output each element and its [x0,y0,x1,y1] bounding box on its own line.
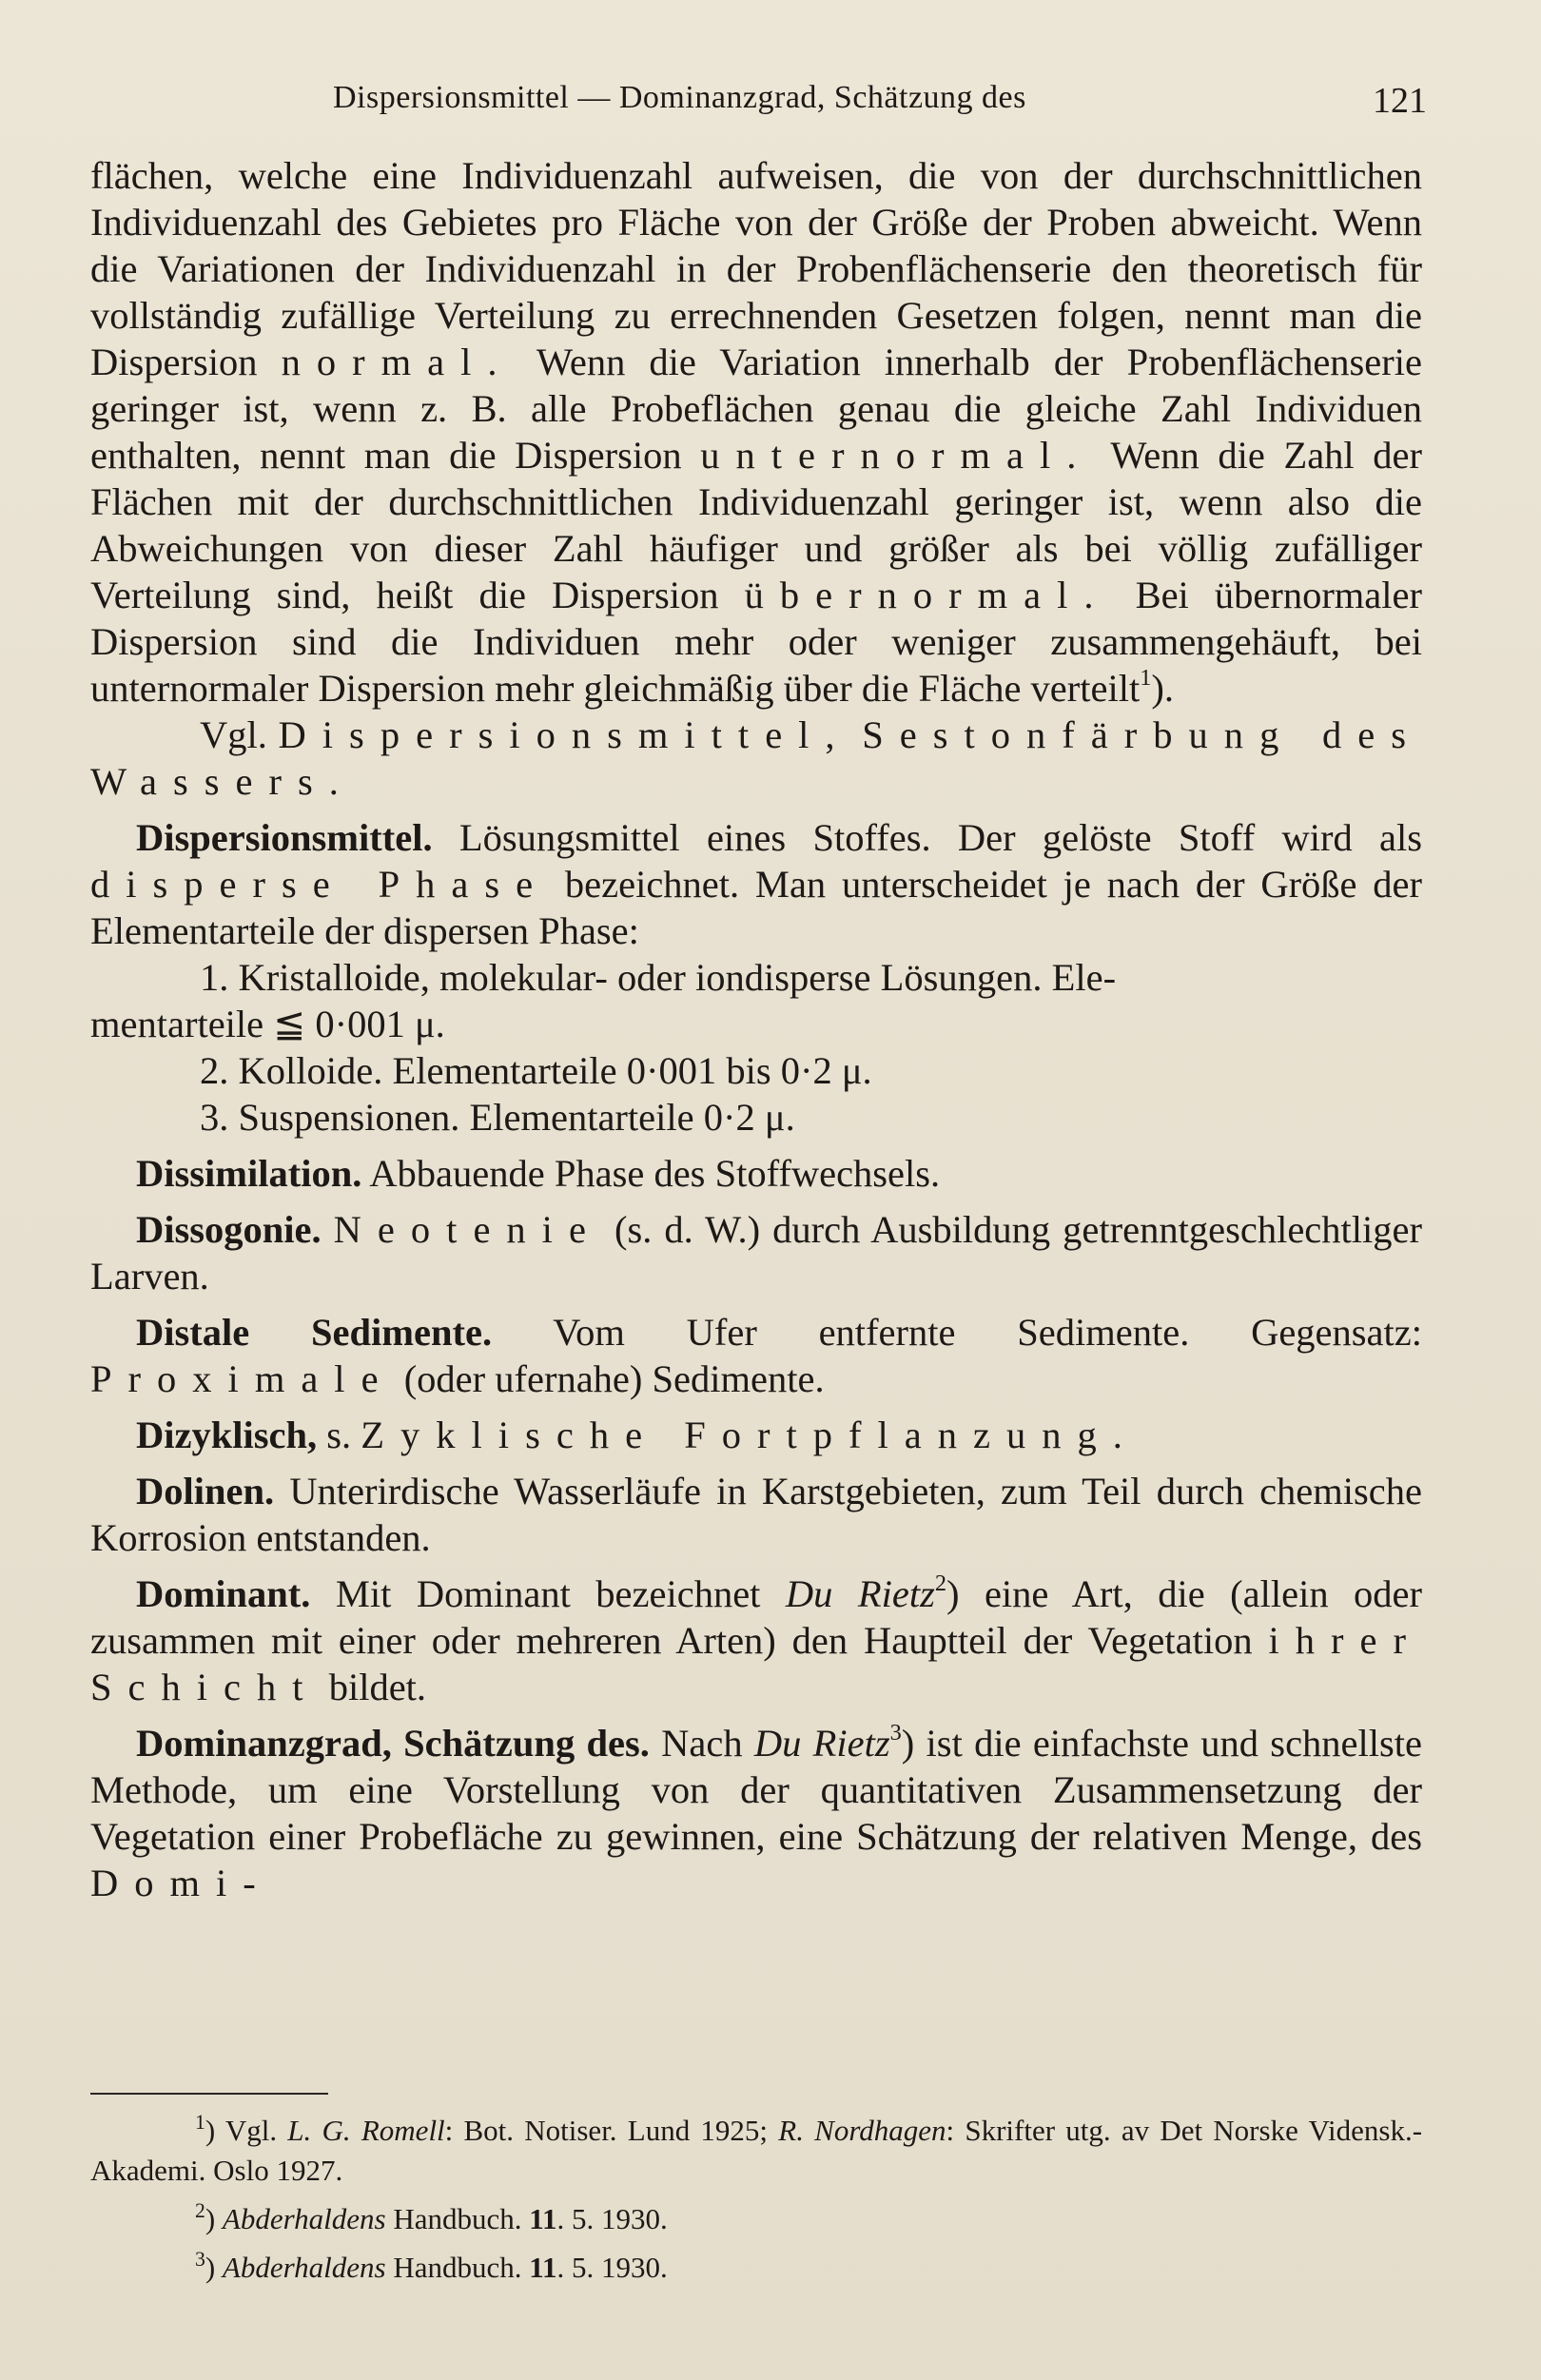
spaced-term: Proximale [90,1357,395,1400]
footnote-number: 3 [195,2247,205,2271]
entry-dissogonie [90,1206,1422,1299]
entry-term: Dominanzgrad, Schätzung des. [136,1722,650,1765]
entry-term: Dominant. [136,1572,311,1615]
entry-term: Dizyklisch, [136,1414,318,1456]
text-run: Unterirdische Wasserläufe in Karstgebieten, zum Teil durch chemische Korrosion entstanden. [90,1470,1422,1559]
paragraph-vgl [90,712,1422,805]
text-run: ) [205,2250,216,2284]
text-run: . 5. 1930. [556,2201,668,2235]
cross-reference: Dispersionsmittel, [278,713,851,756]
author-name: L. G. Romell [287,2113,445,2147]
entry-dispersionsmittel [90,814,1422,954]
text-run: Vom Ufer entfernte Sedimente. Gegensatz: [553,1311,1422,1354]
entry-dominant [90,1570,1422,1710]
entry-dolinen [90,1468,1422,1561]
page-number: 121 [1373,81,1427,121]
text-run: flächen, welche eine Individuenzahl aufweisen, die von der durchschnittlichen Individuenzahl des Gebietes pro Fläche von der Größe der Proben abweicht. Wenn die Variationen der Individuenzahl in der Probenflächenserie den theoretisch für vollständig zufällige Verteilung zu errechnenden Gesetzen folgen, nennt man die Dispersion [90,154,1422,383]
entry-term: Dispersionsmittel. [136,816,433,859]
spaced-term: Zyklische Fortpflanzung. [361,1414,1139,1456]
text-run: Abbauende Phase des Stoffwechsels. [369,1152,941,1195]
entry-dominanzgrad [90,1720,1422,1906]
text-run: ) [205,2201,216,2235]
running-title: Dispersionsmittel — Dominanzgrad, Schätzung des [333,80,1026,115]
list-item: 3. Suspensionen. Elementarteile 0·2 μ. [200,1096,795,1139]
text-run: ) eine Art, die (allein oder zusammen mit einer oder mehreren Arten) den Hauptteil der Vegetation [90,1572,1423,1662]
text-run: Nach [661,1722,743,1765]
spaced-term: unternormal. [700,434,1093,477]
text-run: : Skrifter utg. av Det Norske Vidensk.-Akademi. Oslo 1927. [90,2113,1423,2187]
volume-number: 11 [529,2201,557,2235]
entry-dissimilation [90,1150,1422,1197]
text-run: (s. d. W.) durch Ausbildung getrenntgeschlechtliger Larven. [90,1208,1422,1297]
spaced-term: Neotenie [333,1208,602,1251]
entry-term: Dolinen. [136,1470,275,1512]
footnote-number: 2 [195,2198,205,2222]
author-name: Du Rietz [753,1722,890,1765]
footnote-number: 1 [195,2111,205,2134]
paragraph-dispersion-continued [90,152,1422,712]
text-run: Wenn die Variation innerhalb der Probenflächenserie geringer ist, wenn z. B. alle Probeflächen genau die gleiche Zahl Individuen enthalten, nennt man die Dispersion [90,341,1422,477]
footnote [90,2239,1422,2288]
author-name: Du Rietz [785,1572,935,1615]
text-run: : Bot. Notiser. Lund 1925; [444,2113,769,2147]
text-run: . 5. 1930. [556,2250,668,2284]
entry-dizyklisch [90,1412,1422,1458]
text-run: ) Vgl. [205,2113,278,2147]
footnote-ref: 3 [889,1720,902,1746]
text-run: Handbuch. [393,2201,522,2235]
text-run: Vgl. [200,713,267,756]
footnote-ref: 2 [934,1570,946,1596]
entry-term: Distale Sedimente. [136,1311,493,1354]
spaced-term: disperse Phase [90,863,550,906]
list-item: 1. Kristalloide, molekular- oder iondisperse Lösungen. Ele- [200,956,1117,999]
author-name: R. Nordhagen [778,2113,946,2147]
list-item: 2. Kolloide. Elementarteile 0·001 bis 0·2 μ. [200,1049,872,1092]
main-text [90,152,1422,1906]
footnote-separator [90,2093,328,2095]
cross-reference: Sestonfärbung des Wassers. [90,713,1423,803]
text-run: ) ist die einfachste und schnellste Methode, um eine Vorstellung von der quantitativen Zusammensetzung der Vegetation einer Probefläche zu gewinnen, eine Schätzung der relativen Menge, des [90,1722,1423,1858]
text-run: Mit Dominant bezeichnet [335,1572,761,1615]
text-run: Wenn die Zahl der Flächen mit der durchschnittlichen Individuenzahl geringer ist, wenn also die Abweichungen von dieser Zahl häufiger und größer als bei völlig zufälliger Verteilung sind, heißt die Dispersion [90,434,1422,616]
author-name: Abderhaldens [222,2250,386,2284]
entry-term: Dissimilation. [136,1152,362,1195]
text-run: (oder ufernahe) Sedimente. [403,1357,825,1400]
text-run: bezeichnet. Man unterscheidet je nach der Größe der Elementarteile der dispersen Phase: [90,863,1423,952]
footnotes [90,2102,1422,2288]
spaced-term: normal. [281,341,514,383]
text-run: Lösungsmittel eines Stoffes. Der gelöste Stoff wird als [458,816,1422,859]
footnote-ref: 1 [1140,665,1152,691]
text-run: Handbuch. [393,2250,522,2284]
spaced-term: übernormal. [744,574,1110,616]
text-run: ). [1151,667,1175,710]
volume-number: 11 [529,2250,557,2284]
author-name: Abderhaldens [222,2201,386,2235]
spaced-term: Domi- [90,1862,272,1904]
text-run: bildet. [328,1666,427,1708]
text-run: Bei übernormaler Dispersion sind die Individuen mehr oder weniger zusammengehäuft, bei unternormaler Dispersion mehr gleichmäßig über die Fläche verteilt [90,574,1423,710]
footnote [90,2191,1422,2239]
text-run: s. [326,1414,352,1456]
entry-term: Dissogonie. [136,1208,322,1251]
spaced-term: ihrer Schicht [90,1619,1422,1708]
running-header [333,72,1427,129]
list-item: mentarteile ≦ 0·001 μ. [90,1003,445,1045]
footnote [90,2102,1422,2191]
entry-distale-sedimente [90,1309,1422,1402]
